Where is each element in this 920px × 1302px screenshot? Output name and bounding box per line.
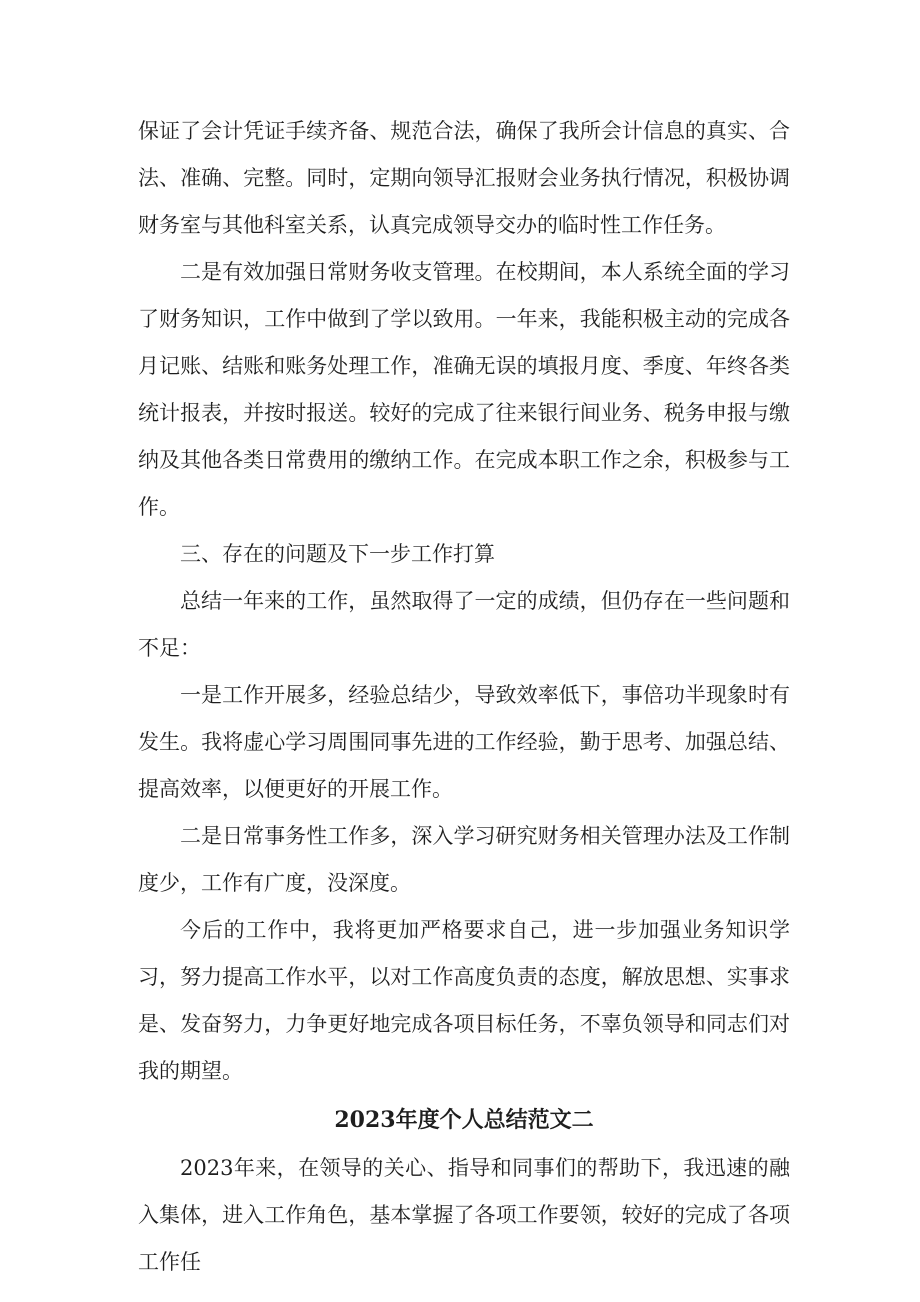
- section-title: 2023年度个人总结范文二: [334, 1107, 594, 1133]
- paragraph-problem-two: 二是日常事务性工作多，深入学习研究财务相关管理办法及工作制度少，工作有广度，没深度。: [138, 824, 790, 895]
- paragraph-finance-management: 二是有效加强日常财务收支管理。在校期间，本人系统全面的学习了财务知识，工作中做到了学以致用。一年来，我能积极主动的完成各月记账、结账和账务处理工作，准确无误的填报月度、季度、年终各类统计报表，并按时报送。较好的完成了往来银行间业务、税务申报与缴纳及其他各类日常费用的缴纳工作。在完成本职工作之余，积极参与工作。: [138, 260, 790, 519]
- paragraph-continuation: 保证了会计凭证手续齐备、规范合法，确保了我所会计信息的真实、合法、准确、完整。同时，定期向领导汇报财会业务执行情况，积极协调财务室与其他科室关系，认真完成领导交办的临时性工作任务。: [138, 119, 790, 237]
- paragraph-section-two-intro: 2023年来，在领导的关心、指导和同事们的帮助下，我迅速的融入集体，进入工作角色，基本掌握了各项工作要领，较好的完成了各项工作任: [138, 1156, 790, 1274]
- paragraph-problem-one: 一是工作开展多，经验总结少，导致效率低下，事倍功半现象时有发生。我将虚心学习周围同事先进的工作经验，勤于思考、加强总结、提高效率，以便更好的开展工作。: [138, 683, 790, 801]
- section-subheading-problems: 三、存在的问题及下一步工作打算: [180, 542, 495, 566]
- paragraph-summary: 总结一年来的工作，虽然取得了一定的成绩，但仍存在一些问题和不足：: [138, 589, 790, 660]
- paragraph-future-plan: 今后的工作中，我将更加严格要求自己，进一步加强业务知识学习，努力提高工作水平，以对工作高度负责的态度，解放思想、实事求是、发奋努力，力争更好地完成各项目标任务，不辜负领导和同志们对我的期望。: [138, 918, 790, 1083]
